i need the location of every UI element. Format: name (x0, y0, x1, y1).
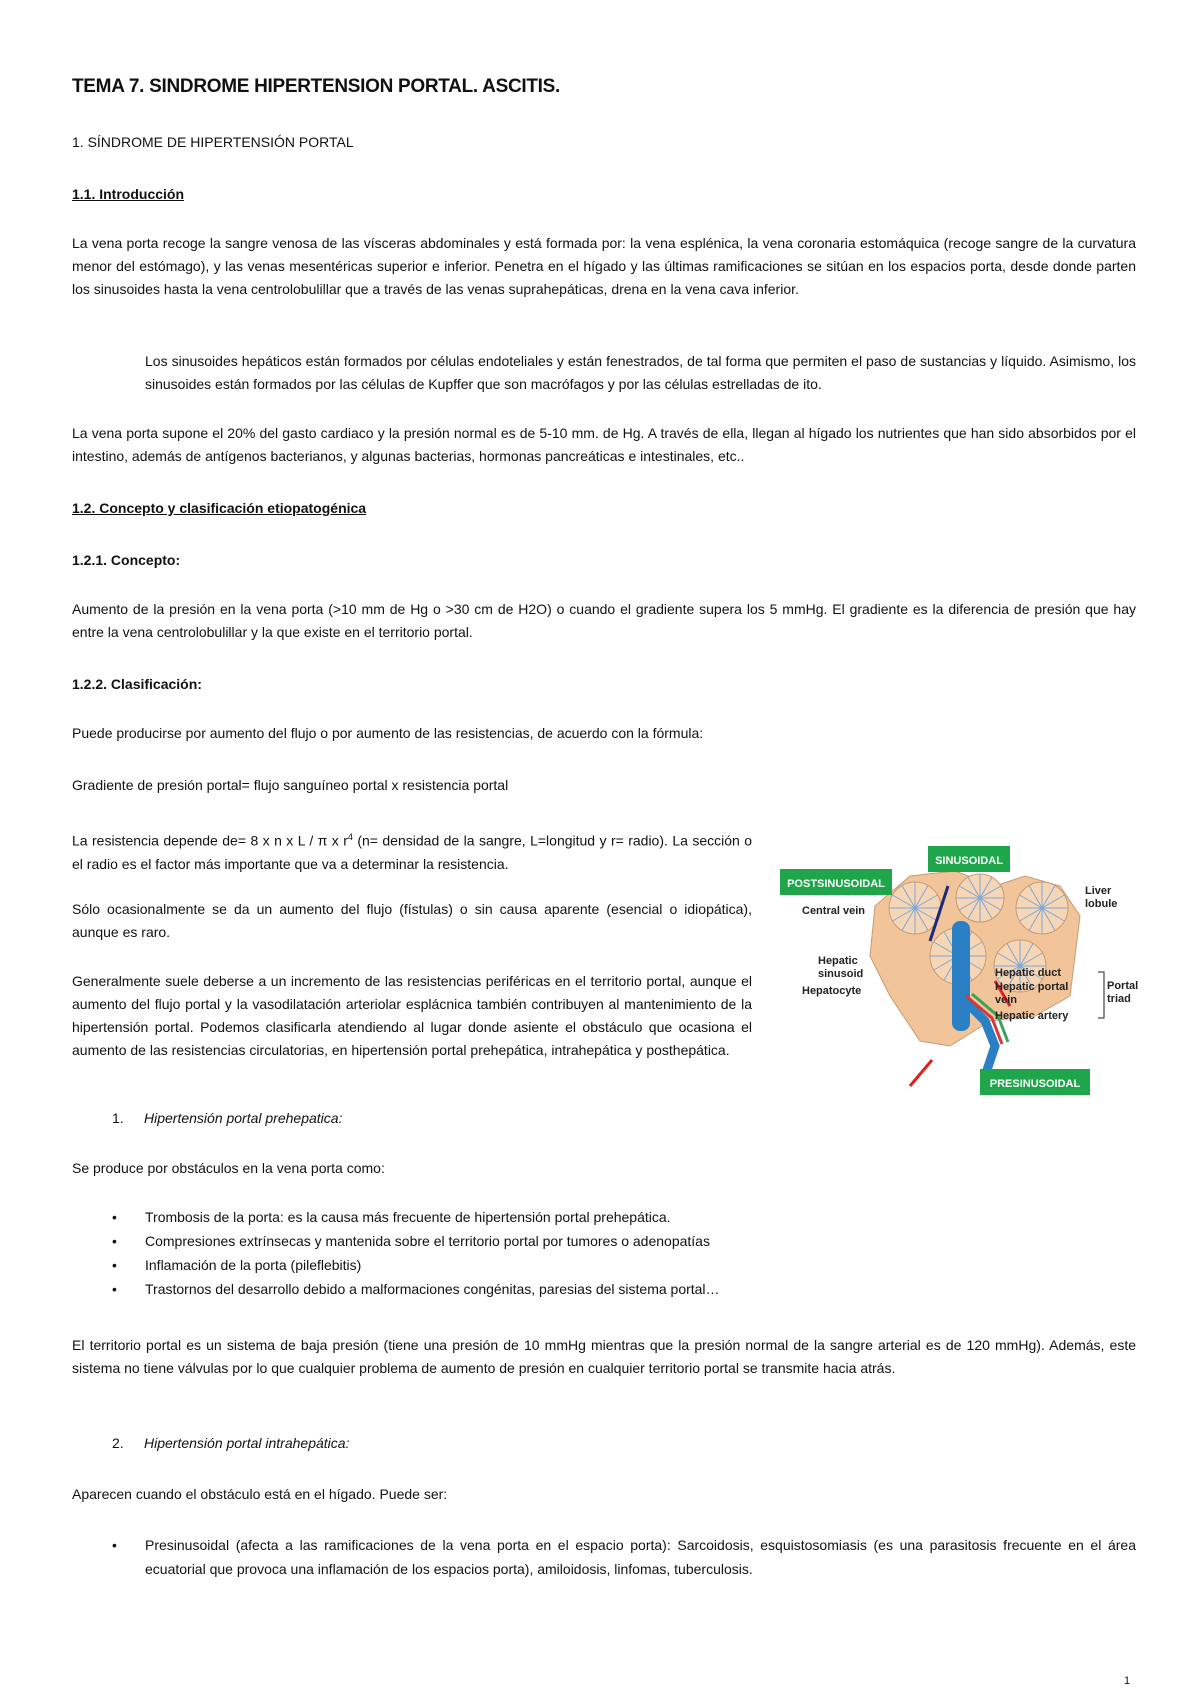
bullet-item: • Presinusoidal (afecta a las ramificaciones de la vena porta en el espacio porta): Sarcoidosis, esquistosomiasis (es una parasitosis frecuente en el área ecuatorial que provoca una inflamación de los espacios porta), amiloidosis, linfomas, tuberculosis. (72, 1533, 1136, 1581)
bullet-item: • Trombosis de la porta: es la causa más frecuente de hipertensión portal prehepática. (72, 1205, 1136, 1229)
triad-label: triad (1107, 993, 1131, 1005)
formula-line: Gradiente de presión portal= flujo sanguíneo portal x resistencia portal (72, 777, 509, 793)
low-pressure-paragraph: El territorio portal es un sistema de baja presión (tiene una presión de 10 mmHg mientras que la presión normal de la sangre arterial es de 120 mmHg). Además, este sistema no tiene válvulas por lo que cualquier problema de aumento de presión en cualquier territorio portal se transmite hacia atrás. (72, 1337, 1136, 1376)
central-vein-label: Central vein (802, 905, 865, 917)
hepatic-portal-label: Hepatic portal (995, 981, 1069, 993)
page-number: 1 (1124, 1675, 1131, 1687)
section-heading-1-2: 1.2. Concepto y clasificación etiopatogénica (72, 500, 367, 516)
central-vein-shape (952, 921, 970, 1031)
classification-paragraph-1: Puede producirse por aumento del flujo o por aumento de las resistencias, de acuerdo con la fórmula: (72, 725, 704, 741)
section-heading-1-2-1: 1.2.1. Concepto: (72, 552, 181, 568)
list-item-label: Hipertensión portal prehepatica: (144, 1110, 343, 1126)
postsinusoidal-label: POSTSINUSOIDAL (787, 878, 885, 890)
document-title: TEMA 7. SINDROME HIPERTENSION PORTAL. ASCITIS. (72, 76, 560, 97)
hepatic-label: Hepatic (818, 955, 858, 967)
resistance-text-b: (n= densidad de la sangre, L=longitud y r= radio). La sección o el radio es el factor más importante que va a determinar la resistencia. (72, 832, 752, 872)
hepatic-duct-label: Hepatic duct (995, 967, 1062, 979)
list-item-prehepatic (112, 1110, 342, 1126)
liver-lobule-figure (780, 846, 1160, 1102)
presinusoidal-arrow (910, 1060, 932, 1086)
presinusoidal-label: PRESINUSOIDAL (989, 1078, 1081, 1090)
list-item-intrahepatic (112, 1435, 349, 1451)
hepatic-artery-label: Hepatic artery (995, 1010, 1069, 1022)
intrahepatic-intro: Aparecen cuando el obstáculo está en el hígado. Puede ser: (72, 1486, 448, 1502)
section-heading-1-2-2: 1.2.2. Clasificación: (72, 676, 202, 692)
list-item-label: Hipertensión portal intrahepática: (144, 1435, 350, 1451)
intrahepatic-bullet-list (72, 1533, 1136, 1581)
hepatocyte-label: Hepatocyte (802, 985, 862, 997)
bullet-item: • Trastornos del desarrollo debido a malformaciones congénitas, paresias del sistema portal… (72, 1277, 1136, 1301)
resistance-text-a: La resistencia depende de= 8 x n x L / π x r (72, 832, 348, 849)
bullet-item: • Compresiones extrínsecas y mantenida sobre el territorio portal por tumores o adenopatías (72, 1229, 1136, 1253)
resistance-paragraph (72, 826, 752, 876)
portal-label: Portal (1107, 980, 1139, 992)
sinusoid-label: sinusoid (818, 968, 864, 980)
section-heading-1: 1. SÍNDROME DE HIPERTENSIÓN PORTAL (72, 134, 354, 150)
concept-paragraph: Aumento de la presión en la vena porta (>10 mm de Hg o >30 cm de H2O) o cuando el gradiente supera los 5 mmHg. El gradiente es la diferencia de presión que hay entre la vena centrolobulillar y la que existe en el territorio portal. (72, 601, 1136, 640)
section-heading-1-1: 1.1. Introducción (72, 186, 185, 202)
resistance-exponent: 4 (347, 832, 353, 842)
list-item-number: 2. (112, 1435, 124, 1451)
prehepatic-bullet-list (72, 1205, 1136, 1301)
intro-paragraph-2: La vena porta supone el 20% del gasto cardiaco y la presión normal es de 5-10 mm. de Hg. A través de ella, llegan al hígado los nutrientes que han sido absorbidos por el intestino, además de antígenos bacterianos, y algunas bacterias, hormonas pancreáticas e intestinales, etc.. (72, 425, 1136, 464)
prehepatic-intro: Se produce por obstáculos en la vena porta como: (72, 1160, 385, 1176)
flow-paragraph: Sólo ocasionalmente se da un aumento del flujo (fístulas) o sin causa aparente (esencial o idiopática), aunque es raro. (72, 901, 752, 940)
portal-triad-bracket (1098, 972, 1104, 1018)
bullet-item: • Inflamación de la porta (pileflebitis) (72, 1253, 1136, 1277)
sinusoidal-label: SINUSOIDAL (935, 855, 1003, 867)
lobule-label: lobule (1085, 898, 1118, 910)
intro-paragraph-indented: Los sinusoides hepáticos están formados por células endoteliales y están fenestrados, de tal forma que permiten el paso de sustancias y líquido. Asimismo, los sinusoides están formados por las células de Kupffer que son macrófagos y por las células estrelladas de ito. (145, 353, 1136, 392)
vein-label: vein (995, 994, 1018, 1006)
resistance-classification-paragraph: Generalmente suele deberse a un incremento de las resistencias periféricas en el territorio portal, aunque el aumento del flujo portal y la vasodilatación arteriolar esplácnica también contribuyen al mantenimiento de la hipertensión portal. Podemos clasificarla atendiendo al lugar donde asiente el obstáculo que ocasiona el aumento de las resistencias circulatorias, en hipertensión portal prehepática, intrahepática y posthepática. (72, 973, 752, 1058)
intro-paragraph-1: La vena porta recoge la sangre venosa de las vísceras abdominales y está formada por: la vena esplénica, la vena coronaria estomáquica (recoge sangre de la curvatura menor del estómago), y las venas mesentéricas superior e inferior. Penetra en el hígado y las últimas ramificaciones se sitúan en los espacios porta, desde donde parten los sinusoides hasta la vena centrolobulillar que a través de las venas suprahepáticas, drena en la vena cava inferior. (72, 235, 1136, 297)
list-item-number: 1. (112, 1110, 124, 1126)
liver-label: Liver (1085, 885, 1112, 897)
